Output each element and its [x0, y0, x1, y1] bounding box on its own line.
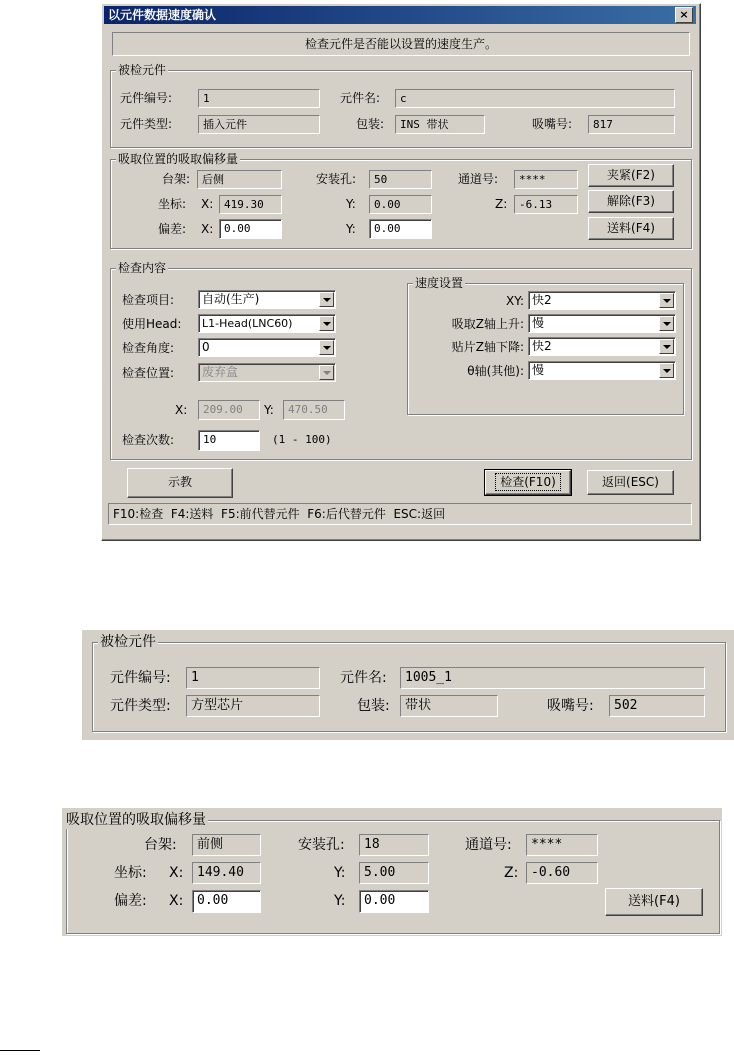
theta-select[interactable]: [528, 361, 676, 380]
coord-z-field: -6.13: [514, 195, 578, 214]
chevron-down-icon[interactable]: [319, 340, 334, 355]
crop1-part-type-field: 方型芯片: [186, 695, 320, 717]
position-label: 检查位置:: [122, 366, 175, 380]
package-field: INS 带状: [395, 115, 485, 134]
count-input[interactable]: 10: [198, 430, 260, 451]
dev-label: 偏差:: [158, 222, 187, 236]
hole-label: 安装孔:: [316, 172, 357, 186]
head-label: 使用Head:: [122, 317, 182, 331]
crop2-coord-label: 坐标:: [114, 865, 147, 881]
part-group-title: 被检元件: [118, 63, 167, 77]
crop1-package-label: 包装:: [357, 698, 390, 714]
theta-label: θ轴(其他):: [467, 364, 524, 378]
xy-value: 快2: [532, 293, 552, 307]
crop2-dev-y-label: Y:: [334, 893, 346, 909]
pick-label: 吸取Z轴上升:: [451, 317, 524, 331]
pos-x-label: X:: [175, 403, 188, 417]
angle-label: 检查角度:: [122, 341, 175, 355]
crop2-dev-x-input[interactable]: 0.00: [192, 890, 261, 913]
crop2-coord-y-label: Y:: [334, 865, 346, 881]
nozzle-label: 吸嘴号:: [532, 117, 573, 131]
part-type-label: 元件类型:: [120, 117, 173, 131]
channel-label: 通道号:: [458, 172, 499, 186]
coord-z-label: Z:: [495, 197, 508, 211]
chevron-down-icon: [319, 365, 334, 380]
place-select[interactable]: [528, 337, 676, 356]
pos-y-label: Y:: [264, 403, 274, 417]
status-bar: [108, 503, 692, 525]
footnote-line: [0, 1050, 40, 1051]
position-select: [198, 363, 336, 382]
check-item-select[interactable]: [198, 290, 336, 309]
crop2-dev-label: 偏差:: [114, 893, 147, 909]
theta-value: 慢: [532, 363, 545, 377]
check-group-title: 检查内容: [118, 261, 167, 275]
part-group-large-title: 被检元件: [100, 634, 156, 650]
close-icon: ×: [679, 8, 689, 21]
table-field: 后侧: [197, 170, 282, 189]
return-button[interactable]: 返回(ESC): [587, 470, 674, 495]
title-bar: [104, 6, 696, 24]
package-label: 包装:: [356, 117, 385, 131]
coord-y-label: Y:: [346, 197, 356, 211]
offset-group-large-title: 吸取位置的吸取偏移量: [66, 812, 206, 828]
release-button[interactable]: 解除(F3): [588, 190, 674, 213]
chevron-down-icon[interactable]: [659, 293, 674, 308]
pick-value: 慢: [532, 316, 545, 330]
check-item-label: 检查项目:: [122, 293, 175, 307]
hole-field: 50: [369, 170, 432, 189]
chevron-down-icon[interactable]: [319, 316, 334, 331]
status-text: F10:检查 F4:送料 F5:前代替元件 F6:后代替元件 ESC:返回: [113, 507, 446, 521]
crop1-part-no-field: 1: [186, 667, 320, 689]
crop1-part-name-label: 元件名:: [340, 670, 387, 686]
check-button-label: 检查(F10): [495, 473, 561, 491]
chevron-down-icon[interactable]: [319, 292, 334, 307]
crop2-coord-x-field: 149.40: [192, 862, 261, 884]
speed-group-title: 速度设置: [415, 276, 464, 290]
message-text: 检查元件是否能以设置的速度生产。: [304, 37, 497, 51]
crop1-nozzle-label: 吸嘴号:: [547, 698, 594, 714]
crop2-coord-y-field: 5.00: [359, 862, 429, 884]
crop2-coord-z-field: -0.60: [526, 862, 598, 884]
close-button[interactable]: [675, 7, 693, 23]
crop1-part-no-label: 元件编号:: [110, 670, 171, 686]
nozzle-field: 817: [588, 115, 675, 134]
crop1-nozzle-field: 502: [609, 695, 705, 717]
offset-panel-crop: [62, 808, 722, 936]
crop2-channel-label: 通道号:: [465, 837, 512, 853]
speed-confirm-dialog: [101, 3, 701, 541]
dev-y-input[interactable]: 0.00: [369, 219, 432, 239]
coord-label: 坐标:: [158, 197, 187, 211]
count-label: 检查次数:: [122, 433, 175, 447]
coord-x-field: 419.30: [219, 195, 282, 214]
crop2-dev-x-label: X:: [169, 893, 184, 909]
dialog-title: 以元件数据速度确认: [108, 8, 217, 22]
head-select[interactable]: [198, 314, 336, 333]
crop1-part-name-field: 1005_1: [400, 667, 705, 689]
part-name-label: 元件名:: [340, 91, 381, 105]
dev-x-label: X:: [201, 222, 214, 236]
check-item-value: 自动(生产): [202, 292, 260, 306]
teach-button[interactable]: 示教: [127, 468, 233, 498]
part-no-field: 1: [198, 89, 320, 108]
channel-field: ****: [514, 170, 578, 189]
pos-x-field: 209.00: [198, 400, 260, 420]
clamp-button[interactable]: 夹紧(F2): [588, 164, 674, 187]
place-value: 快2: [532, 339, 552, 353]
part-group: [110, 70, 692, 148]
xy-select[interactable]: [528, 291, 676, 310]
pick-select[interactable]: [528, 314, 676, 333]
xy-label: XY:: [506, 294, 524, 308]
chevron-down-icon[interactable]: [659, 316, 674, 331]
dev-x-input[interactable]: 0.00: [219, 219, 282, 239]
crop2-table-field: 前侧: [192, 834, 261, 856]
head-value: L1-Head(LNC60): [202, 317, 293, 330]
crop2-coord-z-label: Z:: [504, 865, 519, 881]
crop2-hole-label: 安装孔:: [298, 837, 345, 853]
part-type-field: 插入元件: [198, 115, 320, 134]
table-label: 台架:: [162, 172, 191, 186]
chevron-down-icon[interactable]: [659, 339, 674, 354]
crop1-part-type-label: 元件类型:: [110, 698, 171, 714]
place-label: 贴片Z轴下降:: [451, 340, 524, 354]
position-value: 废弃盒: [202, 365, 239, 379]
angle-value: 0: [202, 340, 210, 354]
coord-x-label: X:: [201, 197, 214, 211]
pos-y-field: 470.50: [283, 400, 345, 420]
offset-group-title: 吸取位置的吸取偏移量: [118, 152, 239, 166]
crop2-channel-field: ****: [526, 834, 598, 856]
feed-button[interactable]: 送料(F4): [588, 217, 674, 240]
message-bar: [112, 32, 690, 56]
chevron-down-icon[interactable]: [659, 363, 674, 378]
crop2-coord-x-label: X:: [169, 865, 184, 881]
check-button[interactable]: [485, 470, 571, 495]
crop2-hole-field: 18: [359, 834, 429, 856]
part-name-field: c: [395, 89, 675, 108]
part-panel-crop: [82, 630, 734, 740]
coord-y-field: 0.00: [369, 195, 432, 214]
crop1-package-field: 带状: [400, 695, 498, 717]
part-no-label: 元件编号:: [120, 91, 173, 105]
crop2-table-label: 台架:: [144, 837, 177, 853]
crop2-feed-button[interactable]: 送料(F4): [605, 888, 703, 916]
crop2-dev-y-input[interactable]: 0.00: [359, 890, 429, 913]
angle-select[interactable]: [198, 338, 336, 357]
count-range: (1 - 100): [272, 433, 332, 446]
dev-y-label: Y:: [346, 222, 356, 236]
